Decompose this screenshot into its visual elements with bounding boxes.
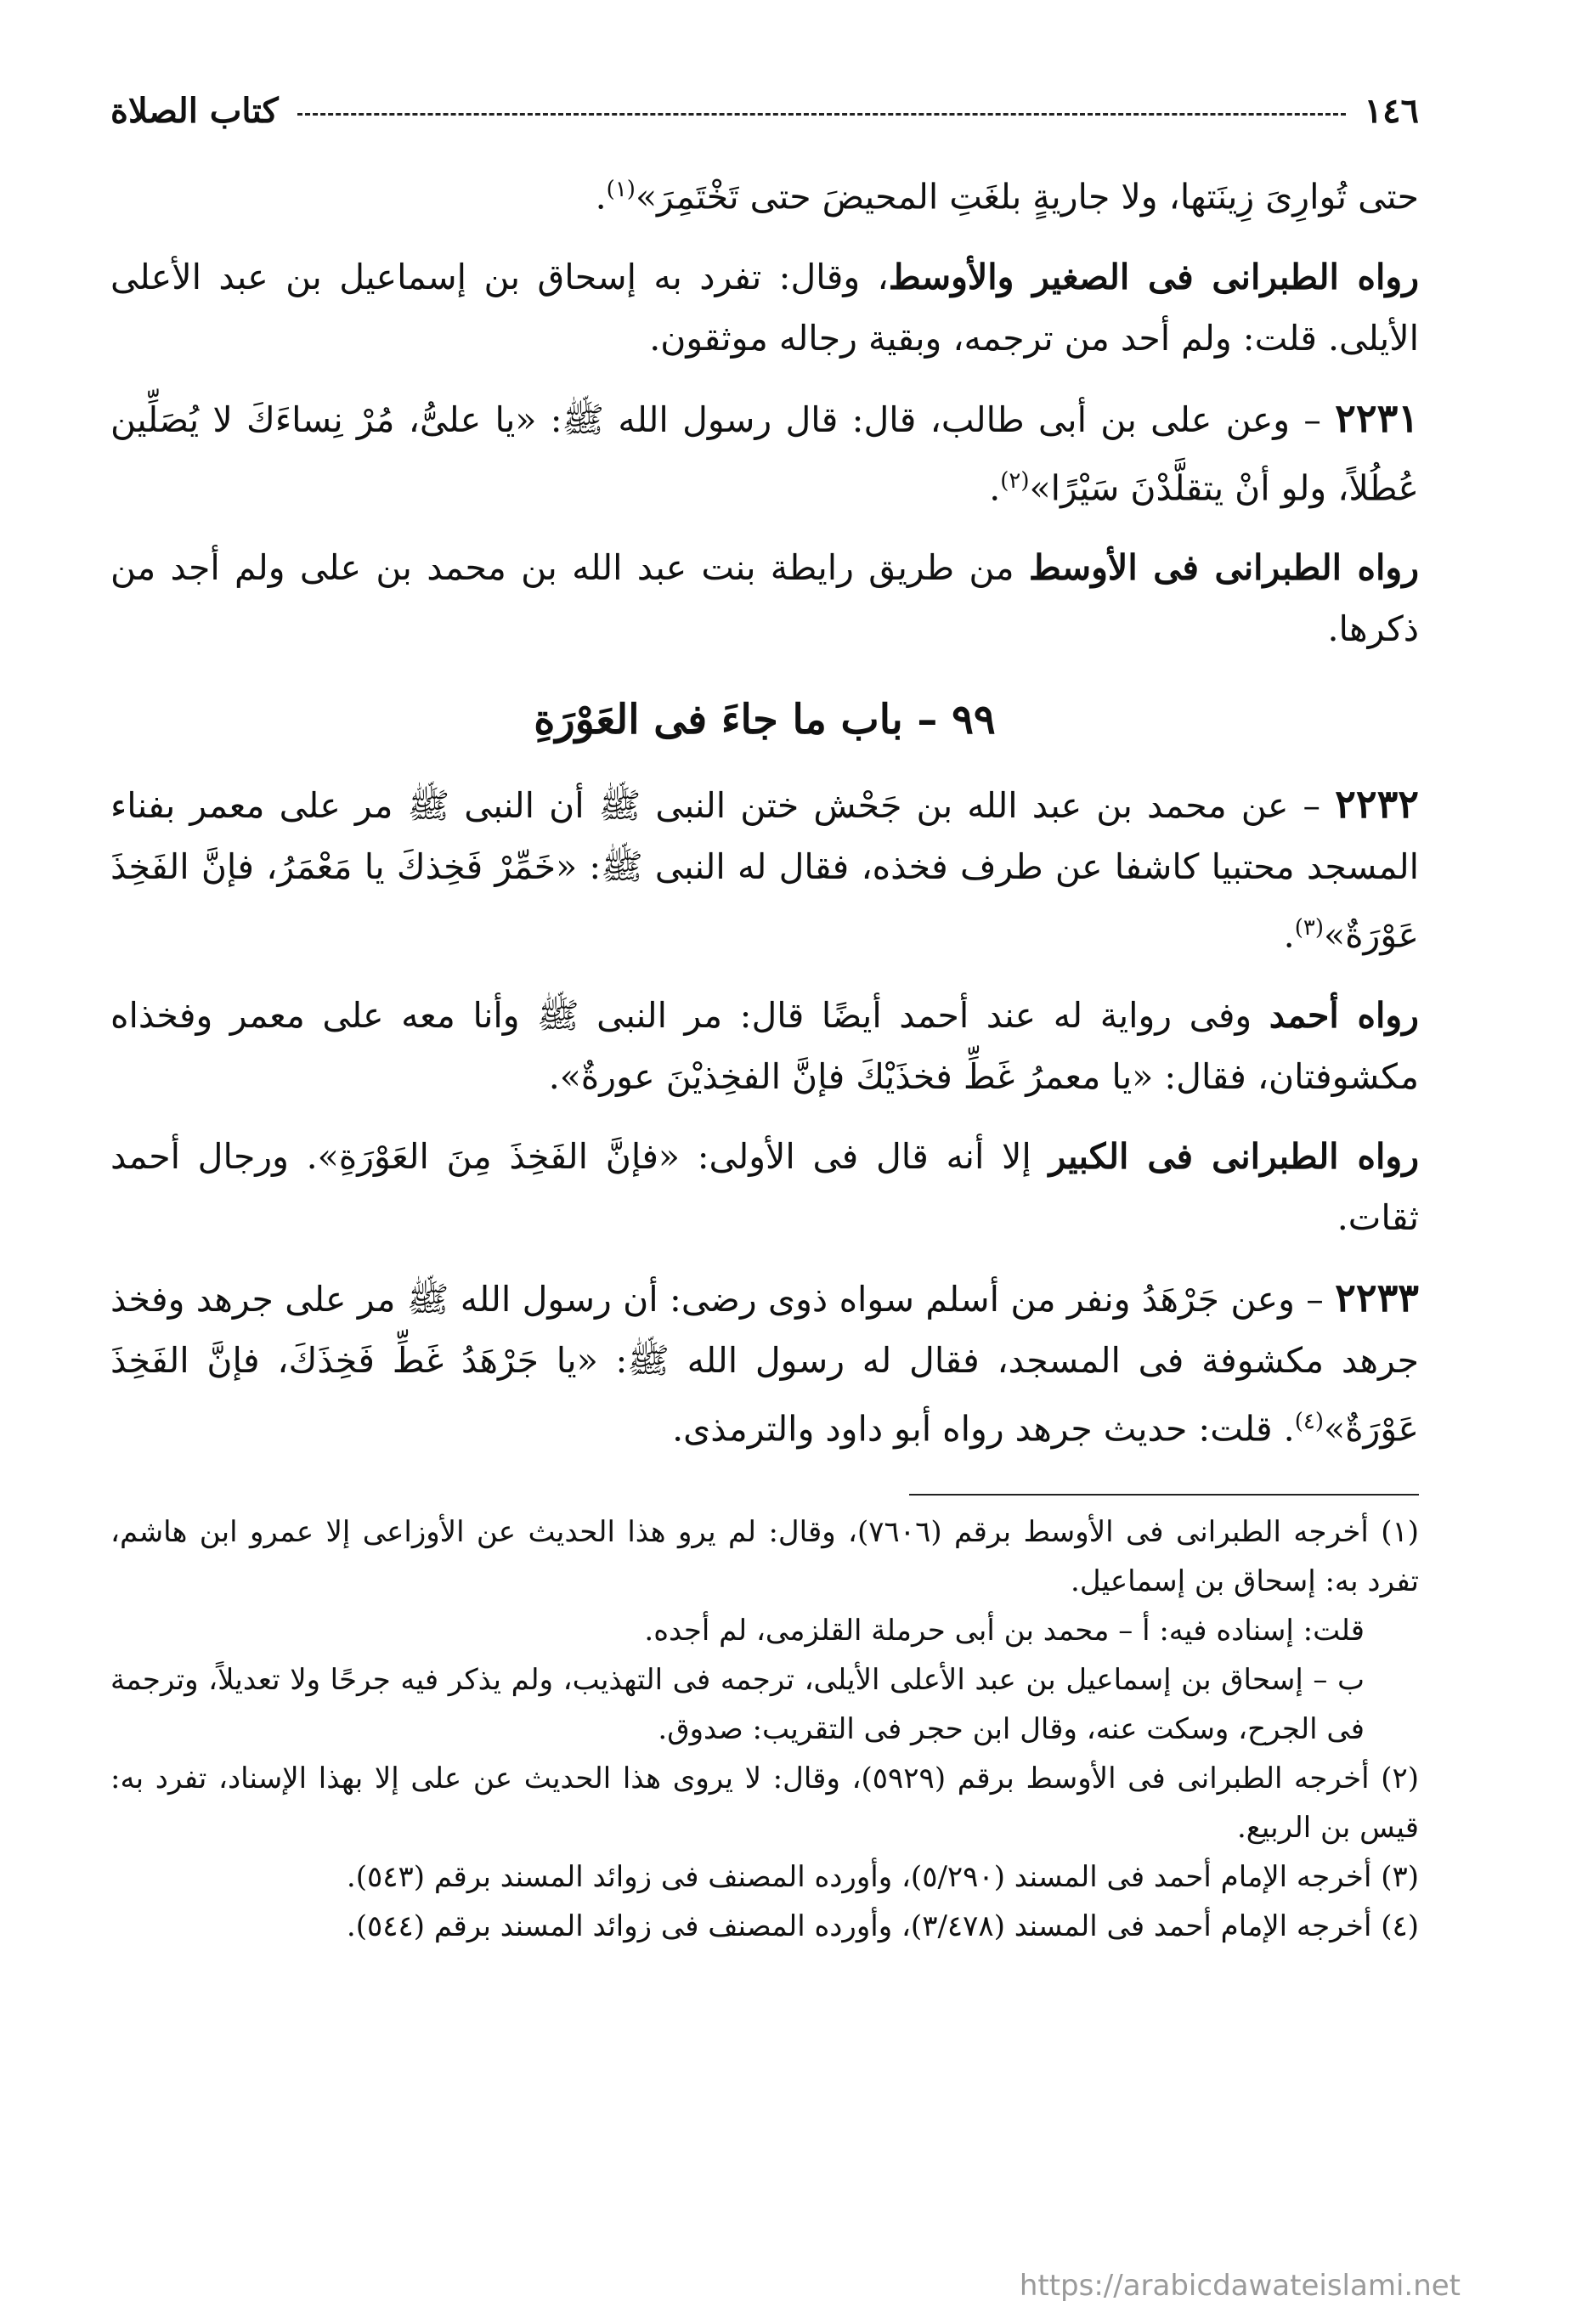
footnote-ref: (٤) [1294,1408,1324,1434]
footnote-1-detail-b: ب – إسحاق بن إسماعيل بن عبد الأعلى الأيلى، ترجمه فى التهذيب، ولم يذكر فيه جرحًا ولا تعديلاً، وترجمة فى الجرح، وسكت عنه، وقال ابن حجر فى التقريب: صدوق. [110,1662,1365,1746]
hadith-end: . قلت: حديث جرهد رواه أبو داود والترمذى. [672,1408,1295,1450]
source-citation: رواه الطبرانى فى الكبير [1048,1135,1419,1177]
hadith-end: . [989,467,1001,509]
footnote-ref: (١) [606,177,636,202]
footnotes [110,1507,1419,1951]
page-header [110,81,1419,140]
hadith-text: – وعن على بن أبى طالب، قال: قال رسول الله ﷺ: «يا علىُّ، مُرْ نِساءَكَ لا يُصَلِّين عُطُلاً، ولو أنْ يتقلَّدْنَ سَيْرًا» [110,399,1419,509]
book-title: كتاب الصلاة [110,90,279,131]
hadith-text: – وعن جَرْهَدُ ونفر من أسلم سواه ذوى رضى: أن رسول الله ﷺ مر على جرهد وفخذ جرهد مكشوفة فى المسجد، فقال له رسول الله ﷺ: «يا جَرْهَدُ غَطِّ فَخِذَكَ، فإنَّ الفَخِذَ عَوْرَةٌ» [110,1278,1419,1450]
paragraph-text: حتى تُوارِىَ زِينَتها، ولا جاريةٍ بلغَتِ المحيضَ حتى تَخْتَمِرَ» [635,176,1419,218]
hadith-2232 [110,773,1419,966]
hadith-number: ٢٢٣١ [1335,394,1419,441]
footnote-1-detail-a: قلت: إسناده فيه: أ – محمد بن أبى حرملة القلزمى، لم أجده. [644,1613,1365,1648]
footnote-ref: (٣) [1294,915,1324,941]
footnote-4: (٤) أخرجه الإمام أحمد فى المسند (٣/٤٧٨)، وأورده المصنف فى زوائد المسند برقم (٥٤٤). [346,1908,1419,1943]
source-citation: رواه الطبرانى فى الصغير والأوسط [888,256,1419,297]
paragraph-source-3 [110,985,1419,1107]
hadith-2233 [110,1267,1419,1460]
source-citation: رواه أحمد [1269,994,1419,1036]
source-citation: رواه الطبرانى فى الأوسط [1028,547,1419,589]
paragraph-text: وفى رواية له عند أحمد أيضًا قال: مر النبى ﷺ وأنا معه على معمر وفخذاه مكشوفتان، فقال: «يا معمرُ غَطِّ فخذَيْكَ فإنَّ الفخِذيْنَ عورةٌ». [110,994,1419,1097]
footnote-3: (٣) أخرجه الإمام أحمد فى المسند (٥/٢٩٠)، وأورده المصنف فى زوائد المسند برقم (٥٤٣). [346,1859,1419,1894]
header-dashed-rule [297,113,1346,116]
paragraph-text: ، وقال: تفرد به إسحاق بن إسماعيل بن عبد الأعلى الأيلى. قلت: ولم أحد من ترجمه، وبقية رجاله موثقون. [110,256,1419,359]
watermark-url: https://arabicdawateislami.net [1019,2269,1461,2303]
hadith-2231 [110,387,1419,519]
paragraph-end: . [595,176,607,218]
hadith-number: ٢٢٣٢ [1335,781,1419,828]
paragraph-text: إلا أنه قال فى الأولى: «فإنَّ الفَخِذَ مِنَ العَوْرَةِ». ورجال أحمد ثقات. [110,1135,1419,1238]
book-page [110,81,1419,1951]
footnote-separator [909,1494,1419,1496]
hadith-number: ٢٢٣٣ [1335,1274,1419,1320]
hadith-text: – عن محمد بن عبد الله بن جَحْش ختن النبى ﷺ أن النبى ﷺ مر على معمر بفناء المسجد محتبيا كاشفا عن طرف فخذه، فقال له النبى ﷺ: «خَمِّرْ فَخِذكَ يا مَعْمَرُ، فإنَّ الفَخِذَ عَوْرَةٌ» [110,785,1419,956]
footnote-ref: (٢) [1000,467,1030,494]
footnote-1: (١) أخرجه الطبرانى فى الأوسط برقم (٧٦٠٦)، وقال: لم يرو هذا الحديث عن الأوزاعى إلا عمرو ابن هاشم، تفرد به: إسحاق بن إسماعيل. [110,1514,1419,1598]
paragraph-source-4 [110,1126,1419,1248]
page-number: ١٤٦ [1364,90,1419,131]
paragraph-source-2 [110,537,1419,659]
paragraph-source-1 [110,246,1419,369]
footnote-2: (٢) أخرجه الطبرانى فى الأوسط برقم (٥٩٢٩)، وقال: لا يروى هذا الحديث عن على إلا بهذا الإسناد، تفرد به: قيس بن الربيع. [110,1761,1419,1845]
paragraph-continuation [110,159,1419,228]
paragraph-text: من طريق رايطة بنت عبد الله بن محمد بن على ولم أجد من ذكرها. [110,547,1419,650]
hadith-end: . [1283,914,1295,956]
chapter-heading: ٩٩ – باب ما جاءَ فى العَوْرَةِ [534,696,996,744]
